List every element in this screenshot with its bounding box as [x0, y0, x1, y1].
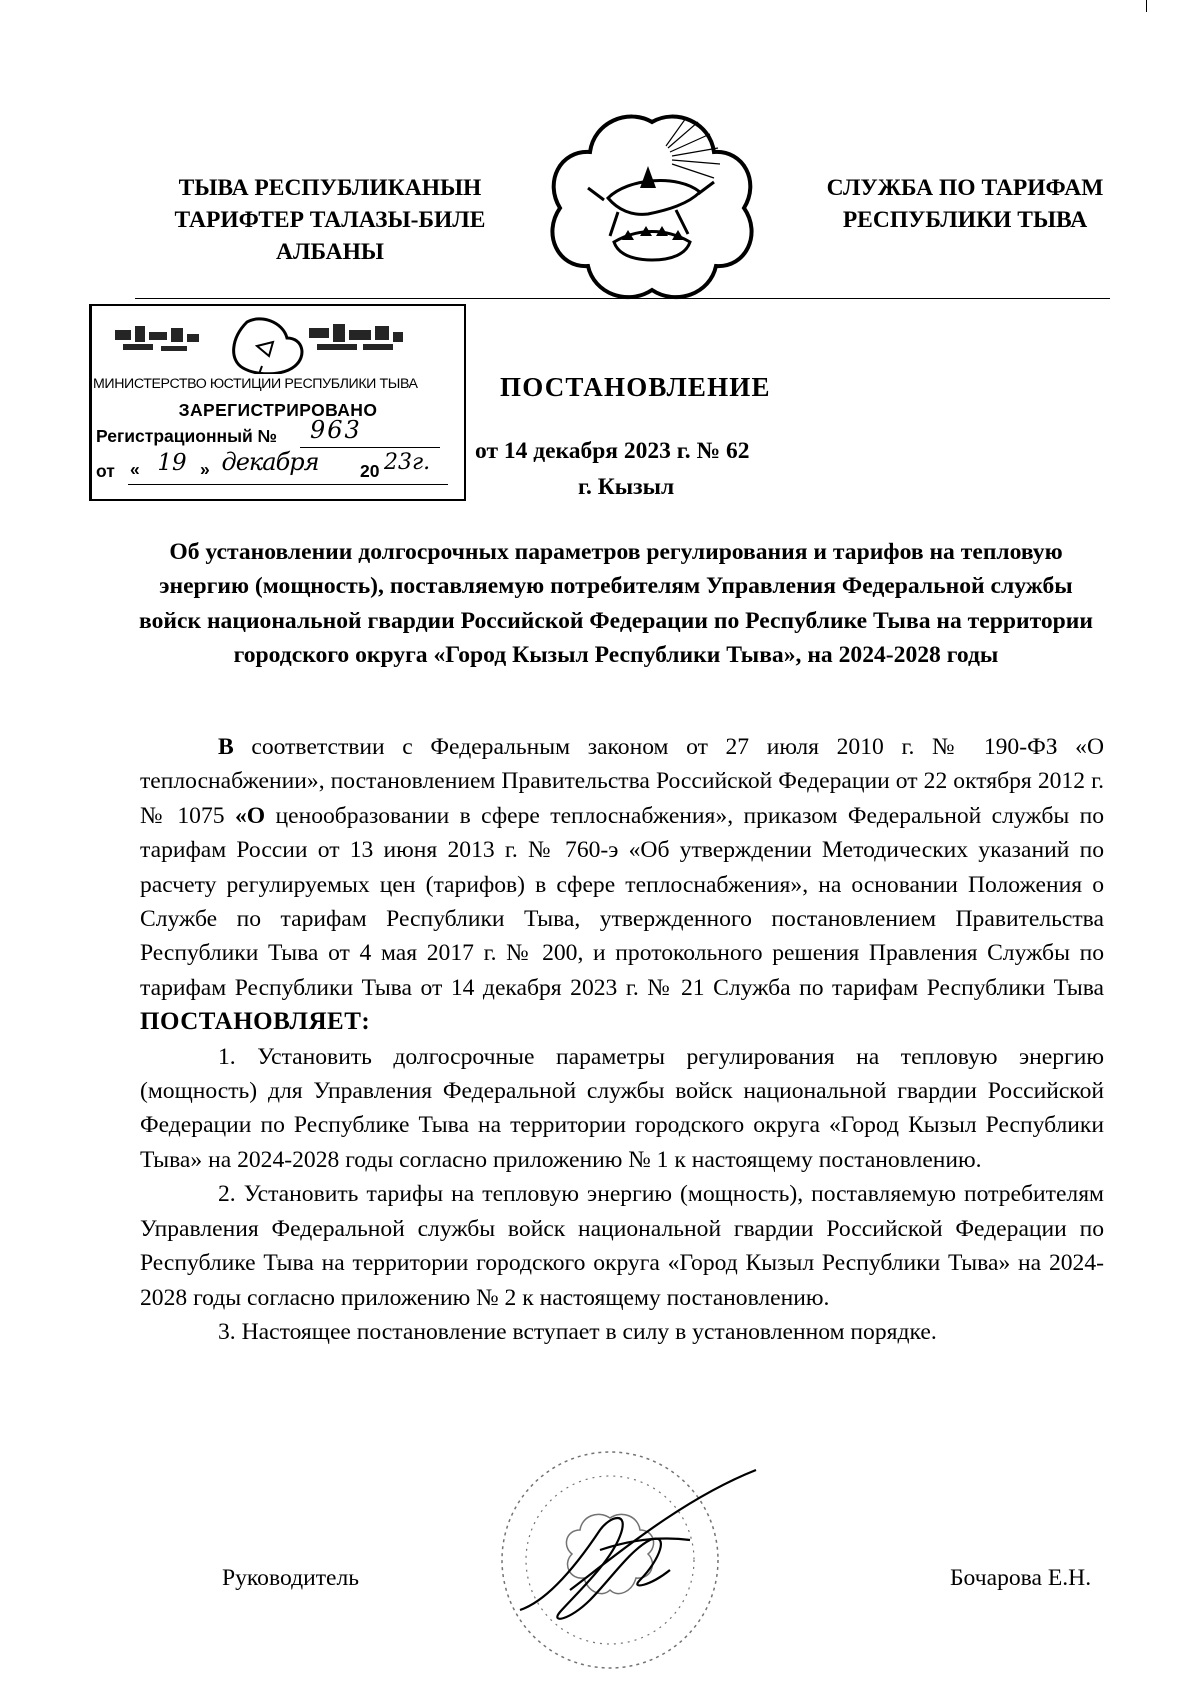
preamble-bold-quote: «О — [234, 802, 266, 829]
decree-word: ПОСТАНОВЛЯЕТ: — [140, 1008, 371, 1036]
official-seal-signature-icon — [460, 1440, 760, 1680]
stamp-from-label: от — [96, 461, 115, 481]
clause-3: 3. Настоящее постановление вступает в силу в установленном порядке. — [218, 1318, 937, 1345]
stamp-close-quote: » — [200, 459, 210, 479]
stamp-registered-text: ЗАРЕГИСТРИРОВАНО — [178, 400, 378, 420]
clause-2: 2. Установить тарифы на тепловую энергию (мощность), поставляемую потребителям Управления Федеральной службы войск национальной гвардии Российской Федерации по Республике Тыва на территории городского округа «Город Кызыл Республики Тыва» на 2024-2028 годы согласно приложению № 2 к настоящему постановлению. — [140, 1181, 1104, 1311]
document-body — [140, 730, 1104, 1349]
tuva-emblem-icon — [548, 108, 756, 308]
document-place: г. Кызыл — [578, 474, 675, 500]
signatory-title: Руководитель — [222, 1565, 360, 1591]
scan-edge-mark — [1146, 0, 1147, 12]
document-date-number: от 14 декабря 2023 г. № 62 — [475, 438, 750, 464]
stamp-month: декабря — [221, 448, 319, 476]
stamp-date-underline — [128, 484, 448, 485]
preamble-text-1: соответствии с Федеральным законом от 27 июля 2010 г. № 190-ФЗ «О теплоснабжении», постановлением Правительства Российской Федерации от 22 октября 2012 г. № 1075 — [140, 734, 1104, 829]
stamp-regno-label: Регистрационный № — [96, 426, 278, 446]
org-name-russian: СЛУЖБА ПО ТАРИФАМ РЕСПУБЛИКИ ТЫВА — [826, 175, 1104, 233]
stamp-edge-dots — [464, 440, 466, 490]
signatory-name: Бочарова Е.Н. — [950, 1565, 1092, 1591]
preamble-paragraph — [140, 730, 1104, 1040]
stamp-year-value: 23г. — [384, 450, 431, 475]
preamble-text-2: ценообразовании в сфере теплоснабжения», приказом Федеральной службы по тарифам России от 13 июня 2013 г. № 760-э «Об утверждении Методических указаний по расчету регулируемых цен (тарифов) в сфере теплоснабжения», на основании Положения о Службе по тарифам Республики Тыва, утвержденного постановлением Правительства Республики Тыва от 4 мая 2017 г. № 200, и протокольного решения Правления Службы по тарифам Республики Тыва от 14 декабря 2023 г. № 21 Служба по тарифам Республики Тыва — [140, 802, 1105, 1001]
header-rule — [135, 298, 1110, 299]
stamp-year-label: 20 — [360, 461, 380, 481]
preamble-lead: В — [218, 734, 234, 760]
stamp-regno-value: 963 — [310, 416, 362, 444]
document-type: ПОСТАНОВЛЕНИЕ — [500, 372, 771, 402]
stamp-day: 19 — [157, 450, 187, 476]
stamp-open-quote: « — [130, 459, 140, 479]
document-subject: Об установлении долгосрочных параметров регулирования и тарифов на тепловую энергию (мощность), поставляемую потребителям Управления Федеральной службы войск национальной гвардии Российской Федерации по Республике Тыва на территории городского округа «Город Кызыл Республики Тыва», на 2024-2028 годы — [139, 539, 1093, 668]
org-name-tuvan: ТЫВА РЕСПУБЛИКАНЫН ТАРИФТЕР ТАЛАЗЫ-БИЛЕ АЛБАНЫ — [174, 175, 486, 265]
stamp-emblem-icon — [97, 316, 457, 374]
stamp-ministry-text: МИНИСТЕРСТВО ЮСТИЦИИ РЕСПУБЛИКИ ТЫВА — [93, 376, 418, 392]
clause-1: 1. Установить долгосрочные параметры регулирования на тепловую энергию (мощность) для Управления Федеральной службы войск национальной гвардии Российской Федерации по Республике Тыва на территории городского округа «Город Кызыл Республики Тыва» на 2024-2028 годы согласно приложению № 1 к настоящему постановлению. — [140, 1043, 1104, 1173]
